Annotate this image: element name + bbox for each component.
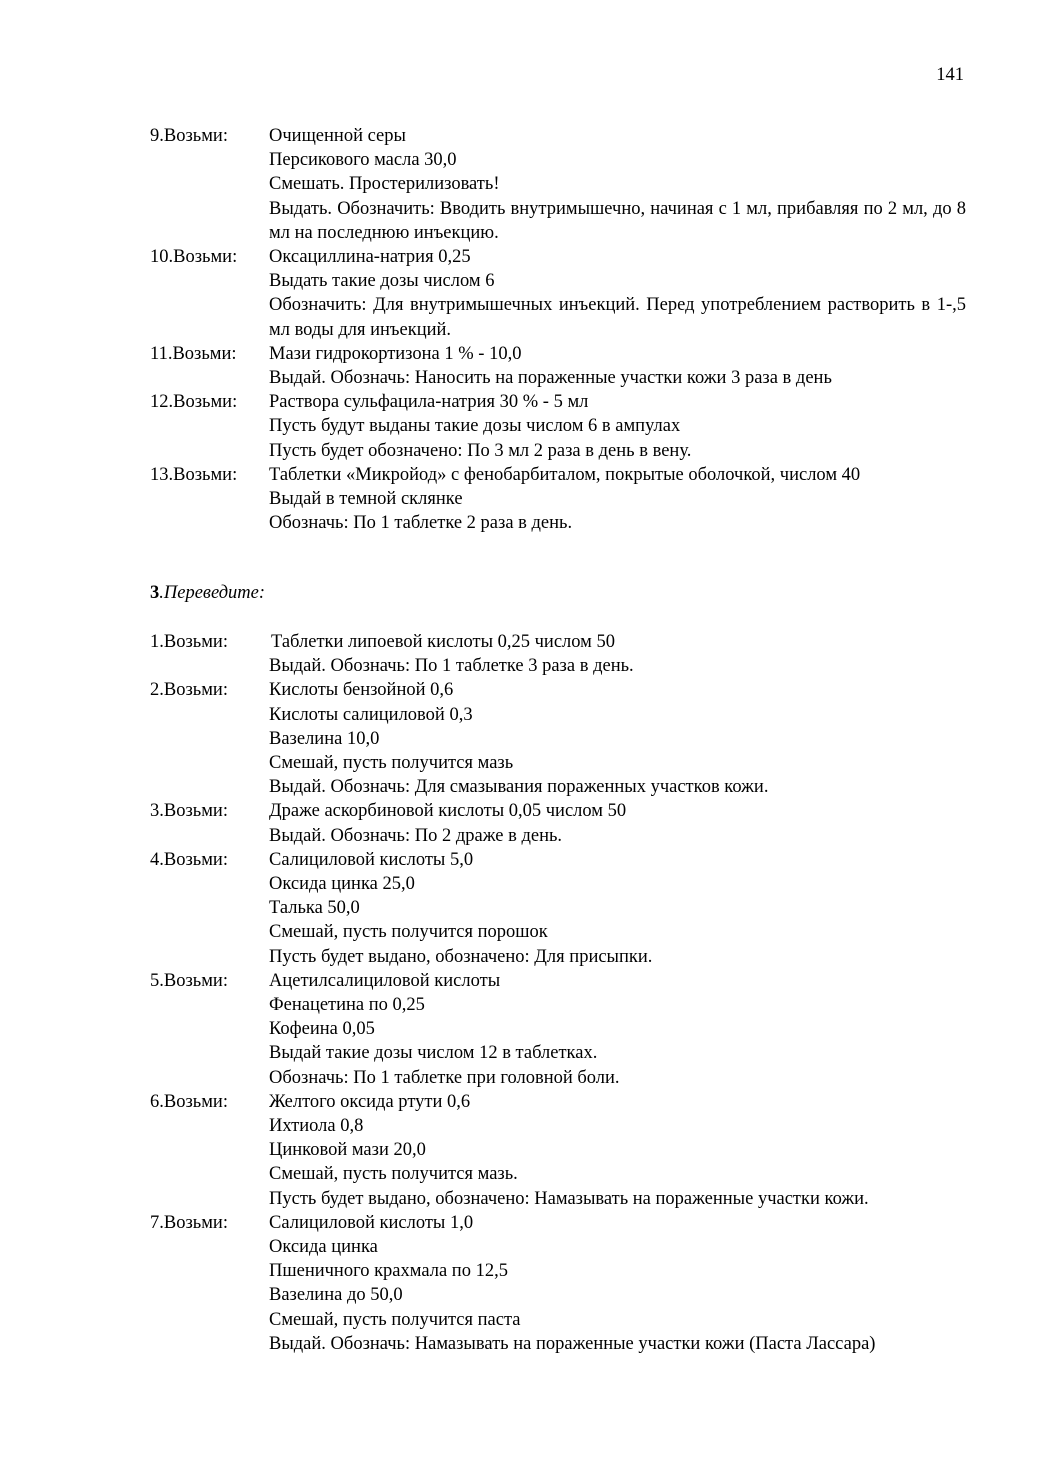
prescription-lines bbox=[269, 799, 966, 847]
prescription-item bbox=[150, 799, 966, 847]
prescription-item bbox=[150, 1090, 966, 1211]
prescription-line: Выдать такие дозы числом 6 bbox=[269, 271, 495, 292]
prescription-label: 2.Возьми: bbox=[150, 680, 228, 701]
prescription-line: Очищенной серы bbox=[269, 126, 406, 146]
prescription-line: Выдай. Обозначь: Наносить на пораженные участки кожи 3 раза в день bbox=[269, 368, 832, 389]
heading-number: 3 bbox=[150, 583, 160, 603]
prescription-label: 4.Возьми: bbox=[150, 849, 228, 870]
prescriptions-section-2 bbox=[150, 630, 966, 1356]
prescription-line: Салициловой кислоты 5,0 bbox=[269, 849, 474, 870]
prescription-line: Пусть будут выданы такие дозы числом 6 в ампулах bbox=[269, 416, 681, 437]
prescription-line: Выдай. Обозначь: Для смазывания пораженных участков кожи. bbox=[269, 777, 769, 798]
prescription-line: Обозначь: По 1 таблетке при головной боли. bbox=[269, 1067, 620, 1088]
heading-text: .Переведите: bbox=[159, 583, 266, 603]
prescription-line: Таблетки липоевой кислоты 0,25 числом 50 bbox=[271, 632, 616, 652]
prescription-item bbox=[150, 1211, 966, 1356]
prescription-line: Смешать. Простерилизовать! bbox=[269, 174, 500, 195]
prescription-line: Выдай. Обозначь: Намазывать на пораженные участки кожи (Паста Лассара) bbox=[269, 1333, 876, 1354]
prescription-lines bbox=[269, 848, 966, 969]
prescription-line: Выдай. Обозначь: По 1 таблетке 3 раза в день. bbox=[269, 656, 634, 677]
prescription-line: Драже аскорбиновой кислоты 0,05 числом 50 bbox=[269, 801, 627, 822]
prescription-lines bbox=[269, 390, 966, 463]
prescription-label: 10.Возьми: bbox=[150, 247, 238, 268]
prescription-lines bbox=[269, 630, 966, 678]
prescription-line: Желтого оксида ртути 0,6 bbox=[269, 1091, 471, 1112]
prescription-item bbox=[150, 124, 966, 245]
prescription-line: Смешай, пусть получится мазь. bbox=[269, 1164, 518, 1185]
prescription-lines bbox=[269, 245, 966, 342]
prescription-line: Пшеничного крахмала по 12,5 bbox=[269, 1261, 508, 1282]
prescription-label: 3.Возьми: bbox=[150, 801, 228, 822]
prescription-lines bbox=[269, 342, 966, 390]
prescription-item bbox=[150, 245, 966, 342]
prescription-label: 7.Возьми: bbox=[150, 1212, 228, 1233]
prescription-line: Обозначить: Для внутримышечных инъекций. Перед употреблением растворить в 1-,5 мл воды для инъекций. bbox=[269, 295, 966, 340]
prescription-lines bbox=[269, 969, 966, 1090]
prescription-item bbox=[150, 463, 966, 536]
prescription-line: Раствора сульфацила-натрия 30 % - 5 мл bbox=[269, 392, 589, 413]
prescription-line: Смешай, пусть получится паста bbox=[269, 1309, 521, 1330]
prescription-line: Выдай такие дозы числом 12 в таблетках. bbox=[269, 1043, 598, 1064]
prescription-item bbox=[150, 848, 966, 969]
prescription-label: 1.Возьми: bbox=[150, 632, 228, 652]
prescription-line: Мази гидрокортизона 1 % - 10,0 bbox=[269, 343, 522, 364]
prescription-line: Смешай, пусть получится мазь bbox=[269, 753, 514, 774]
prescription-line: Ацетилсалициловой кислоты bbox=[269, 970, 501, 991]
page-number: 141 bbox=[936, 65, 964, 85]
prescription-label: 5.Возьми: bbox=[150, 970, 228, 991]
prescription-lines bbox=[269, 678, 966, 799]
prescription-line: Вазелина до 50,0 bbox=[269, 1285, 403, 1306]
prescription-label: 6.Возьми: bbox=[150, 1091, 228, 1112]
prescription-item bbox=[150, 630, 966, 678]
prescription-line: Кислоты салициловой 0,3 bbox=[269, 704, 473, 725]
prescription-line: Цинковой мази 20,0 bbox=[269, 1140, 426, 1161]
prescription-label: 11.Возьми: bbox=[150, 343, 237, 364]
section-heading bbox=[150, 581, 966, 605]
prescription-line: Вазелина 10,0 bbox=[269, 728, 380, 749]
prescription-lines bbox=[269, 124, 966, 245]
prescription-line: Оксида цинка 25,0 bbox=[269, 874, 415, 895]
prescription-item bbox=[150, 969, 966, 1090]
prescription-line: Выдай. Обозначь: По 2 драже в день. bbox=[269, 825, 563, 846]
prescription-lines bbox=[269, 1090, 966, 1211]
prescription-line: Пусть будет обозначено: По 3 мл 2 раза в день в вену. bbox=[269, 440, 692, 461]
prescription-line: Выдай в темной склянке bbox=[269, 489, 463, 510]
prescription-line: Смешай, пусть получится порошок bbox=[269, 922, 548, 943]
prescription-lines bbox=[269, 1211, 966, 1356]
prescription-label: 9.Возьми: bbox=[150, 126, 228, 146]
prescription-label: 12.Возьми: bbox=[150, 392, 238, 413]
prescription-item bbox=[150, 678, 966, 799]
prescription-line: Выдать. Обозначить: Вводить внутримышечно, начиная с 1 мл, прибавляя по 2 мл, до 8 мл на последнюю инъекцию. bbox=[269, 198, 966, 243]
prescription-label: 13.Возьми: bbox=[150, 464, 238, 485]
prescription-line: Салициловой кислоты 1,0 bbox=[269, 1212, 474, 1233]
prescription-line: Обозначь: По 1 таблетке 2 раза в день. bbox=[269, 513, 573, 534]
prescription-line: Оксида цинка bbox=[269, 1237, 378, 1258]
prescription-item bbox=[150, 390, 966, 463]
prescription-line: Фенацетина по 0,25 bbox=[269, 995, 425, 1016]
prescription-line: Талька 50,0 bbox=[269, 898, 360, 919]
prescription-line: Таблетки «Микройод» с фенобарбиталом, покрытые оболочкой, числом 40 bbox=[269, 464, 861, 485]
prescription-item bbox=[150, 342, 966, 390]
prescription-line: Пусть будет выдано, обозначено: Для присыпки. bbox=[269, 946, 653, 967]
prescription-line: Персикового масла 30,0 bbox=[269, 150, 457, 171]
prescription-lines bbox=[269, 463, 966, 536]
prescription-line: Оксациллина-натрия 0,25 bbox=[269, 247, 471, 268]
prescription-line: Пусть будет выдано, обозначено: Намазывать на пораженные участки кожи. bbox=[269, 1188, 869, 1209]
prescription-line: Ихтиола 0,8 bbox=[269, 1116, 364, 1137]
prescription-line: Кислоты бензойной 0,6 bbox=[269, 680, 454, 701]
prescription-line: Кофеина 0,05 bbox=[269, 1019, 375, 1040]
prescriptions-section-1 bbox=[150, 124, 966, 535]
